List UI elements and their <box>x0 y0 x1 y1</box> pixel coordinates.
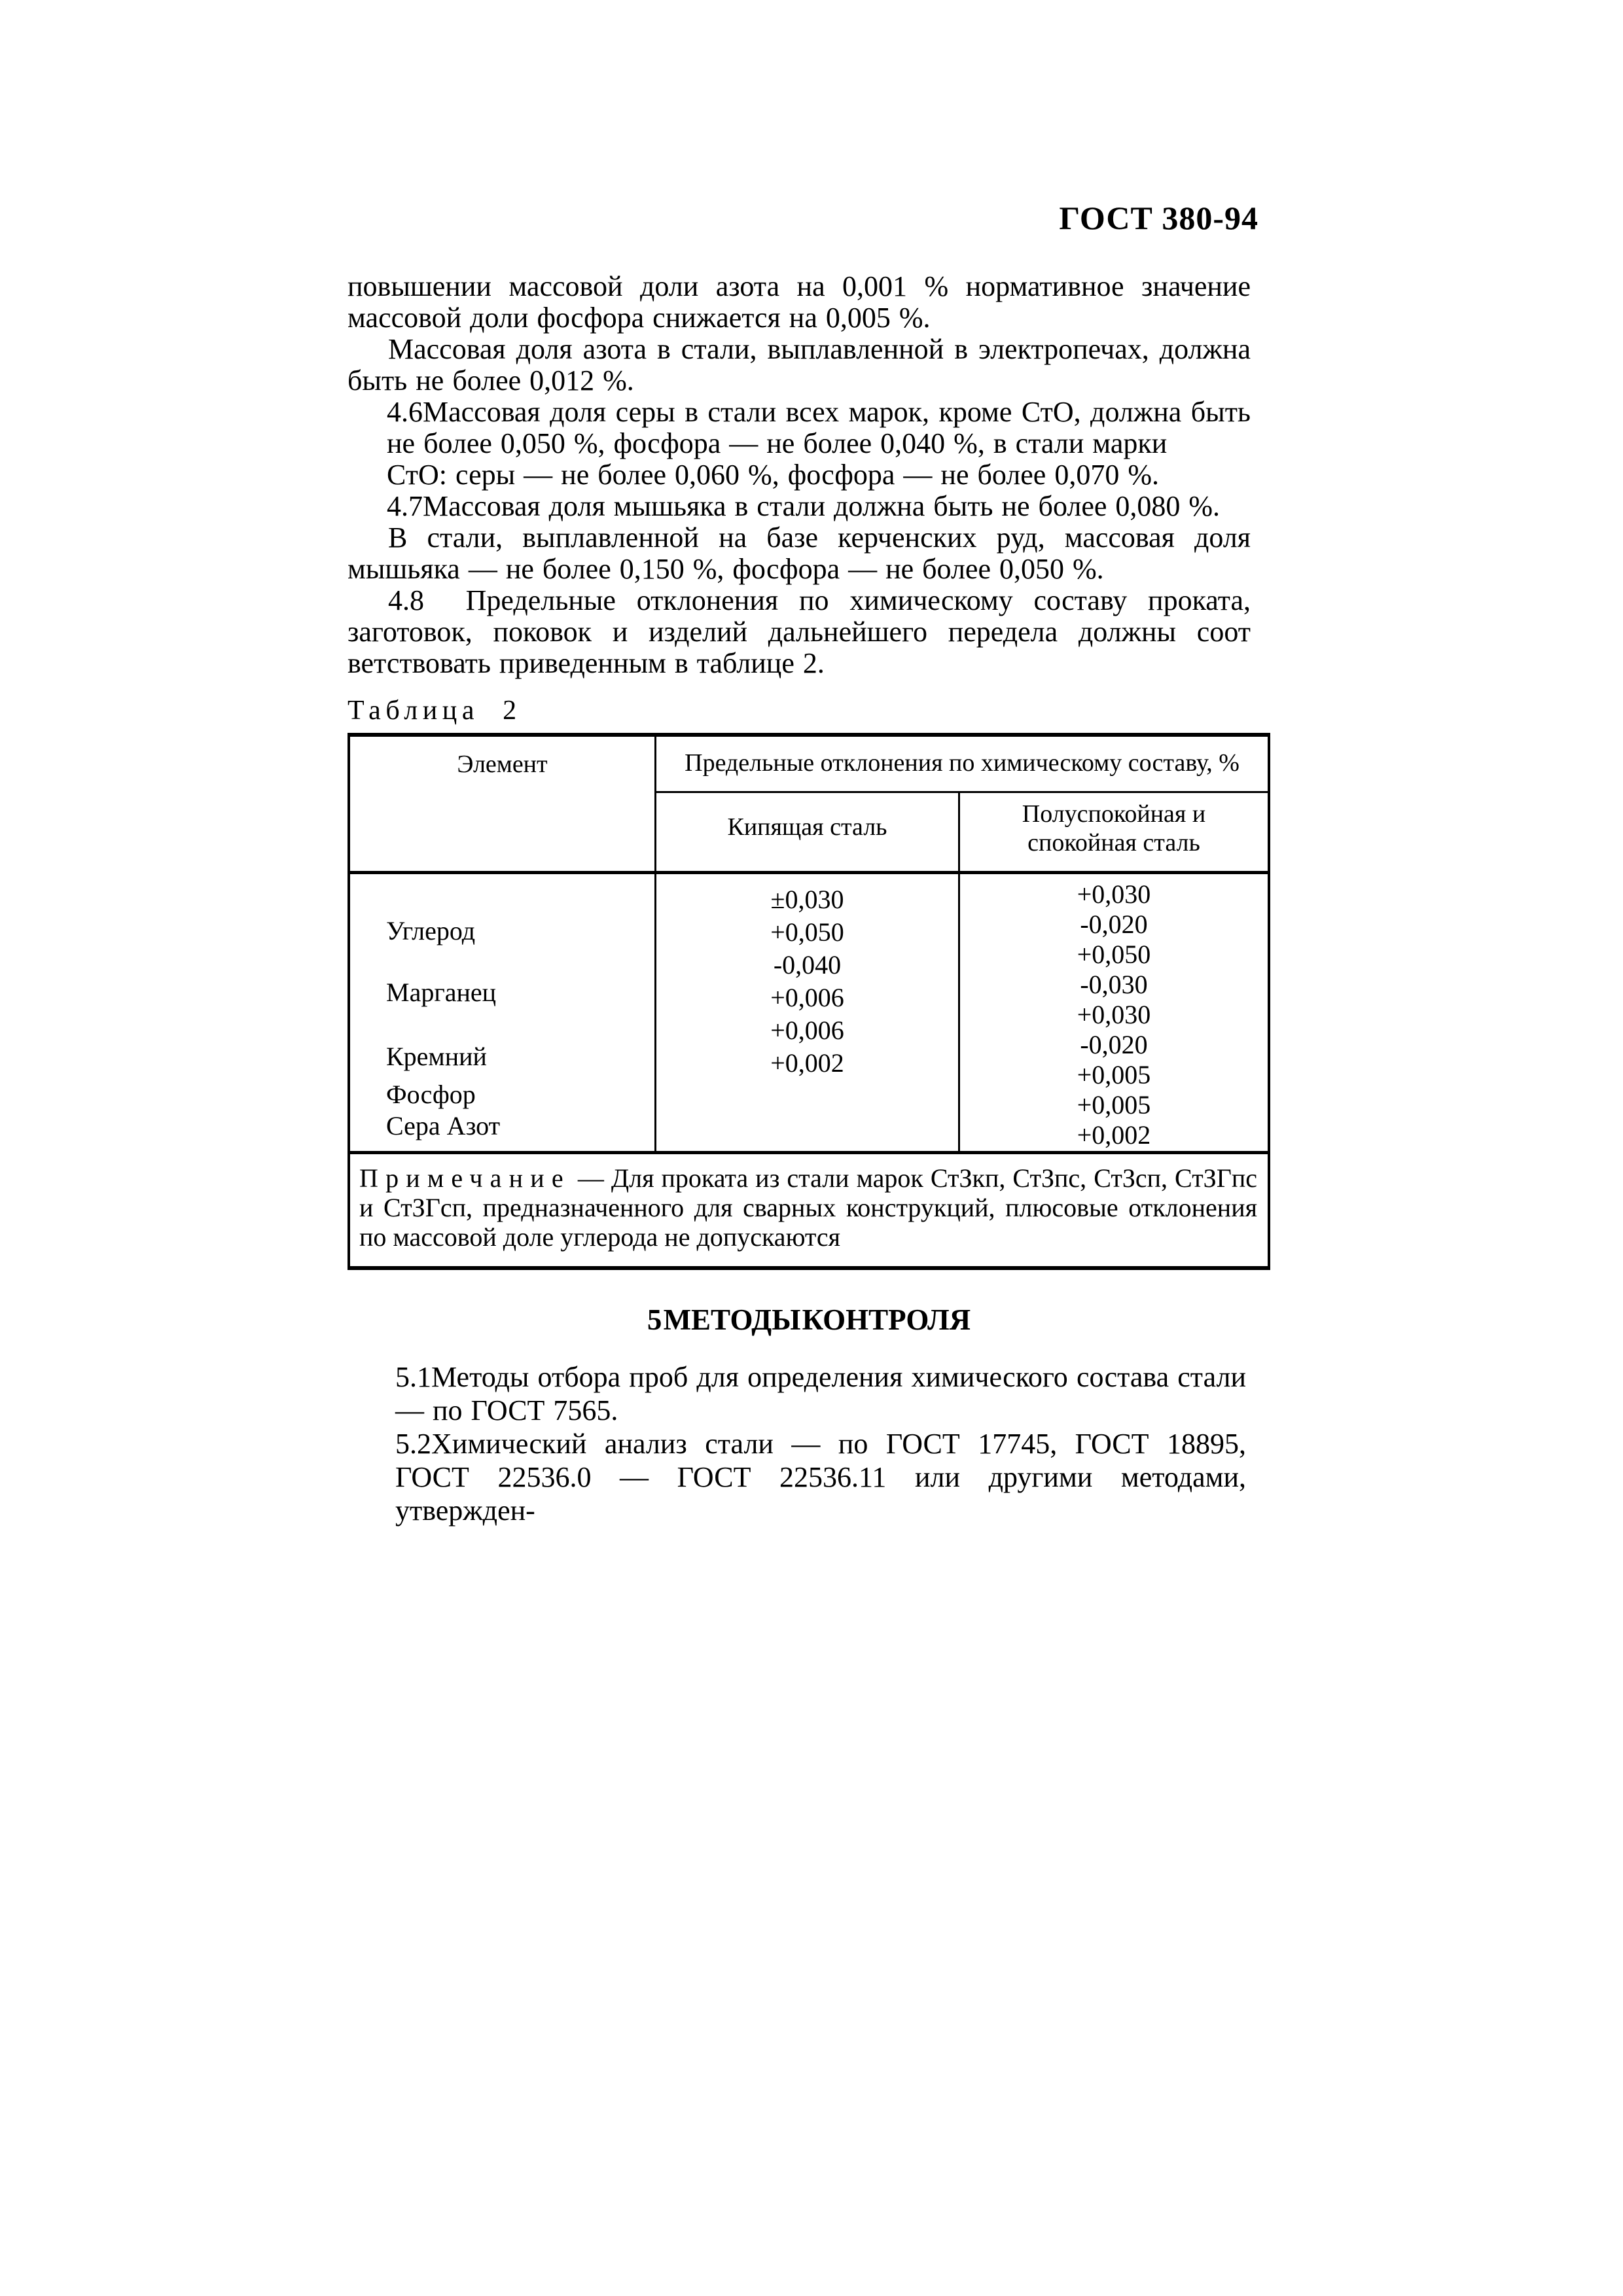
paragraph-4-6-sulfur: 4.6Массовая доля серы в стали всех марок, кроме СтО, должна быть не более 0,050 %, фосфора — не более 0,040 %, в стали марки <box>387 396 1251 459</box>
table-header-semi-quiet-steel <box>960 793 1268 874</box>
table-note-cell <box>350 1154 1268 1266</box>
paragraph-st0-limits: СтО: серы — не более 0,060 %, фосфора — не более 0,070 %. <box>387 459 1159 491</box>
paragraph-5-1-sampling: 5.1Методы отбора проб для определения химического состава стали — по ГОСТ 7565. <box>395 1361 1246 1426</box>
table-boiling-values-cell <box>656 874 960 1154</box>
section-5-heading: 5 МЕТОДЫ КОНТРОЛЯ <box>647 1303 971 1336</box>
table-caption: Таблица 2 <box>348 696 522 726</box>
table-note-label: Примечание <box>359 1163 571 1193</box>
boiling-value: ±0,030 <box>770 885 844 914</box>
semi-value: +0,050 <box>1077 940 1151 969</box>
content-column <box>348 271 1270 1527</box>
table-header-semi-line2: спокойная сталь <box>1027 829 1200 857</box>
table-elements-cell <box>350 874 656 1154</box>
element-label-phosphorus: Фосфор <box>386 1080 476 1109</box>
element-label-carbon: Углерод <box>386 916 476 945</box>
table-note-text: — Для проката из стали марок СтЗкп, СтЗпс, СтЗсп, СтЗГпс и СтЗГсп, предназначенного для сварных конструкций, плюсовые отклонения по массовой доле углерода не допускаются <box>359 1163 1257 1252</box>
semi-value: +0,005 <box>1077 1090 1151 1120</box>
element-label-silicon: Кремний <box>386 1042 487 1071</box>
table-header-element: Элемент <box>350 737 656 874</box>
boiling-value: +0,050 <box>770 917 844 947</box>
semi-value: -0,030 <box>1080 970 1148 999</box>
boiling-value: -0,040 <box>773 950 842 980</box>
semi-value: +0,002 <box>1077 1120 1151 1150</box>
table-header-boiling-steel: Кипящая сталь <box>656 793 960 874</box>
semi-value: +0,005 <box>1077 1060 1151 1089</box>
boiling-value: +0,006 <box>770 983 844 1012</box>
semi-value: -0,020 <box>1080 1030 1148 1059</box>
table-semi-values-cell <box>960 874 1268 1154</box>
semi-value: -0,020 <box>1080 910 1148 939</box>
paragraph-4-7-arsenic: 4.7Массовая доля мышьяка в стали должна быть не более 0,080 %. <box>387 490 1221 522</box>
paragraph-kerch-ore: В стали, выплавленной на базе керченских руд, массовая доля мышьяка — не более 0,150 %, фосфора — не более 0,050 %. <box>348 521 1251 585</box>
paragraph-nitrogen-increase: повышении массовой доли азота на 0,001 % нормативное значение массовой доли фосфора снижается на 0,005 %. <box>348 270 1251 334</box>
paragraph-nitrogen-electric-furnace: Массовая доля азота в стали, выплавленной в электропечах, должна быть не более 0,012 %. <box>348 333 1251 397</box>
semi-value: +0,030 <box>1077 1000 1151 1029</box>
element-label-sulfur-nitrogen: Сера Азот <box>386 1111 501 1140</box>
doc-code: ГОСТ 380-94 <box>1059 200 1258 236</box>
boiling-value: +0,002 <box>770 1048 844 1078</box>
deviations-table <box>348 733 1270 1270</box>
paragraph-4-8-deviations: 4.8 Предельные отклонения по химическому составу проката, заготовок, поковок и изделий дальнейшего передела должны соот ветствовать приведенным в таблице 2. <box>348 584 1251 679</box>
boiling-value: +0,006 <box>770 1016 844 1045</box>
table-header-semi-line1: Полуспокойная и <box>1022 800 1206 828</box>
semi-value: +0,030 <box>1077 879 1151 909</box>
paragraph-5-2-chemical-analysis: 5.2Химический анализ стали — по ГОСТ 17745, ГОСТ 18895, ГОСТ 22536.0 — ГОСТ 22536.11 или другими методами, утвержден- <box>395 1428 1246 1527</box>
element-label-manganese: Марганец <box>386 978 497 1007</box>
table-header-deviations: Предельные отклонения по химическому составу, % <box>656 737 1268 793</box>
